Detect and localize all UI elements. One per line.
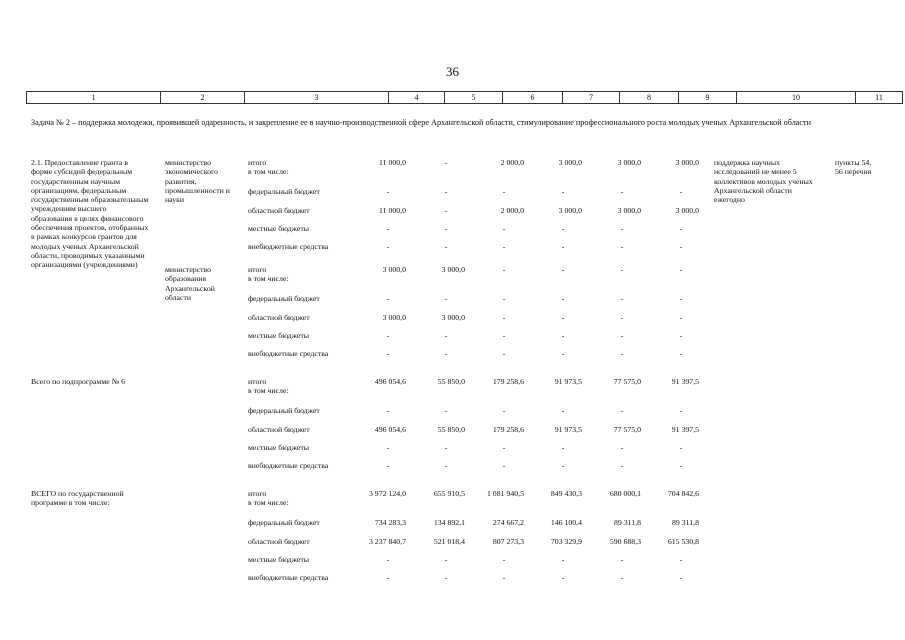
value-cell: - bbox=[502, 265, 506, 274]
value-cell: - bbox=[386, 224, 390, 233]
value-cell: - bbox=[620, 242, 624, 251]
value-cell: - bbox=[444, 206, 448, 215]
value-cell: 11 000,0 bbox=[379, 158, 406, 167]
source-label-local: местные бюджеты bbox=[248, 224, 310, 233]
value-cell: - bbox=[444, 461, 448, 470]
value-cell: 496 054,6 bbox=[374, 425, 406, 434]
value-cell: - bbox=[679, 294, 683, 303]
value-cell: - bbox=[620, 555, 624, 564]
executor-education-ministry: министерство образования Архангельской области bbox=[165, 265, 215, 302]
value-cell: 680 000,1 bbox=[609, 489, 641, 498]
subprogram-total-label: Всего по подпрограмме № 6 bbox=[31, 377, 125, 386]
value-cell: 2 000,0 bbox=[500, 158, 524, 167]
value-cell: - bbox=[502, 331, 506, 340]
value-cell: - bbox=[386, 555, 390, 564]
source-label-incl: в том числе: bbox=[248, 498, 289, 507]
value-cell: - bbox=[502, 443, 506, 452]
value-cell: 3 000,0 bbox=[382, 313, 406, 322]
source-label-regional: областной бюджет bbox=[248, 206, 310, 215]
source-label-extra: внебюджетные средства bbox=[248, 349, 329, 358]
value-cell: 3 000,0 bbox=[441, 313, 465, 322]
source-label-regional: областной бюджет bbox=[248, 425, 310, 434]
value-cell: - bbox=[561, 224, 565, 233]
value-cell: 704 842,6 bbox=[667, 489, 699, 498]
value-cell: 849 430,3 bbox=[550, 489, 582, 498]
source-label-total: итого bbox=[248, 265, 267, 274]
page-number: 36 bbox=[446, 64, 459, 79]
value-cell: - bbox=[444, 224, 448, 233]
value-cell: - bbox=[444, 349, 448, 358]
source-label-local: местные бюджеты bbox=[248, 555, 310, 564]
value-cell: - bbox=[679, 349, 683, 358]
source-label-federal: федеральный бюджет bbox=[248, 294, 320, 303]
value-cell: 55 850,0 bbox=[437, 425, 465, 434]
value-cell: - bbox=[561, 406, 565, 415]
value-cell: - bbox=[679, 187, 683, 196]
value-cell: - bbox=[386, 573, 390, 582]
value-cell: - bbox=[386, 294, 390, 303]
activity-title: 2.1. Предоставление гранта в форме субсидий федеральным государственным научным организациям, федеральным государственным образовательным учреждениям высшего образования в целях финансового обеспечения проектов, отобранных в рамках конкурсов грантов для молодых ученых Архангельской области, проводимых указанными организациями (учреждениями) bbox=[31, 158, 149, 270]
value-cell: - bbox=[444, 443, 448, 452]
value-cell: 734 283,3 bbox=[374, 518, 406, 527]
value-cell: - bbox=[502, 313, 506, 322]
value-cell: - bbox=[386, 349, 390, 358]
value-cell: 77 575,0 bbox=[613, 377, 641, 386]
program-total-label: ВСЕГО по государственной программе в том числе: bbox=[31, 489, 124, 508]
source-label-local: местные бюджеты bbox=[248, 331, 310, 340]
value-cell: - bbox=[620, 573, 624, 582]
value-cell: 703 329,9 bbox=[550, 537, 582, 546]
value-cell: - bbox=[620, 187, 624, 196]
value-cell: - bbox=[502, 349, 506, 358]
col-header-8: 8 bbox=[620, 92, 679, 104]
source-label-extra: внебюджетные средства bbox=[248, 573, 329, 582]
value-cell: - bbox=[386, 242, 390, 251]
value-cell: 807 273,3 bbox=[492, 537, 524, 546]
value-cell: - bbox=[679, 406, 683, 415]
value-cell: - bbox=[444, 158, 448, 167]
value-cell: 3 972 124,0 bbox=[368, 489, 406, 498]
value-cell: - bbox=[502, 224, 506, 233]
value-cell: - bbox=[444, 406, 448, 415]
value-cell: 3 000,0 bbox=[441, 265, 465, 274]
value-cell: - bbox=[444, 331, 448, 340]
value-cell: - bbox=[502, 406, 506, 415]
value-cell: - bbox=[679, 461, 683, 470]
value-cell: - bbox=[679, 242, 683, 251]
value-cell: - bbox=[679, 555, 683, 564]
value-cell: - bbox=[502, 242, 506, 251]
value-cell: - bbox=[561, 461, 565, 470]
value-cell: - bbox=[561, 294, 565, 303]
col-header-1: 1 bbox=[27, 92, 161, 104]
value-cell: 91 973,5 bbox=[554, 425, 582, 434]
source-label-federal: федеральный бюджет bbox=[248, 518, 320, 527]
value-cell: 655 910,5 bbox=[433, 489, 465, 498]
value-cell: - bbox=[444, 294, 448, 303]
value-cell: - bbox=[561, 555, 565, 564]
value-cell: - bbox=[561, 443, 565, 452]
value-cell: 274 667,2 bbox=[492, 518, 524, 527]
value-cell: - bbox=[386, 331, 390, 340]
value-cell: 77 575,0 bbox=[613, 425, 641, 434]
value-cell: - bbox=[561, 265, 565, 274]
value-cell: - bbox=[444, 573, 448, 582]
value-cell: - bbox=[679, 443, 683, 452]
value-cell: - bbox=[502, 187, 506, 196]
value-cell: 3 000,0 bbox=[558, 206, 582, 215]
value-cell: - bbox=[444, 555, 448, 564]
value-cell: 496 054,6 bbox=[374, 377, 406, 386]
value-cell: 3 000,0 bbox=[382, 265, 406, 274]
value-cell: - bbox=[620, 349, 624, 358]
value-cell: - bbox=[502, 461, 506, 470]
value-cell: - bbox=[502, 555, 506, 564]
expected-result: поддержка научных исследований не менее 5 коллективов молодых ученых Архангельской области ежегодно bbox=[714, 158, 813, 205]
executor-economic-ministry: министерство экономического развития, промышленности и науки bbox=[165, 158, 230, 205]
value-cell: - bbox=[620, 406, 624, 415]
reference-items: пункты 54, 56 перечня bbox=[835, 158, 872, 177]
value-cell: - bbox=[502, 294, 506, 303]
value-cell: 179 258,6 bbox=[492, 425, 524, 434]
source-label-federal: федеральный бюджет bbox=[248, 187, 320, 196]
value-cell: - bbox=[679, 331, 683, 340]
source-label-regional: областной бюджет bbox=[248, 313, 310, 322]
source-label-incl: в том числе: bbox=[248, 274, 289, 283]
value-cell: - bbox=[620, 443, 624, 452]
value-cell: 521 018,4 bbox=[433, 537, 465, 546]
source-label-extra: внебюджетные средства bbox=[248, 242, 329, 251]
task-heading: Задача № 2 – поддержка молодежи, проявившей одаренность, и закрепление ее в научно-производственной сфере Архангельской области, стимулирование профессионального роста молодых ученых Архангельской области bbox=[31, 118, 812, 127]
value-cell: 3 237 840,7 bbox=[368, 537, 406, 546]
value-cell: 134 892,1 bbox=[433, 518, 465, 527]
value-cell: - bbox=[679, 224, 683, 233]
value-cell: 179 258,6 bbox=[492, 377, 524, 386]
source-label-total: итого bbox=[248, 489, 267, 498]
source-label-local: местные бюджеты bbox=[248, 443, 310, 452]
source-label-regional: областной бюджет bbox=[248, 537, 310, 546]
value-cell: 3 000,0 bbox=[617, 158, 641, 167]
source-label-incl: в том числе: bbox=[248, 386, 289, 395]
value-cell: 91 397,5 bbox=[671, 425, 699, 434]
col-header-5: 5 bbox=[445, 92, 503, 104]
value-cell: - bbox=[561, 573, 565, 582]
value-cell: 55 850,0 bbox=[437, 377, 465, 386]
source-label-incl: в том числе: bbox=[248, 167, 289, 176]
value-cell: - bbox=[561, 349, 565, 358]
source-label-total: итого bbox=[248, 158, 267, 167]
value-cell: - bbox=[561, 242, 565, 251]
col-header-3: 3 bbox=[245, 92, 389, 104]
col-header-7: 7 bbox=[563, 92, 620, 104]
value-cell: - bbox=[620, 294, 624, 303]
col-header-10: 10 bbox=[737, 92, 856, 104]
value-cell: - bbox=[620, 313, 624, 322]
col-header-2: 2 bbox=[161, 92, 245, 104]
value-cell: 146 100,4 bbox=[550, 518, 582, 527]
value-cell: - bbox=[386, 443, 390, 452]
source-label-total: итого bbox=[248, 377, 267, 386]
value-cell: 91 973,5 bbox=[554, 377, 582, 386]
value-cell: 11 000,0 bbox=[379, 206, 406, 215]
value-cell: - bbox=[561, 313, 565, 322]
value-cell: 2 000,0 bbox=[500, 206, 524, 215]
col-header-4: 4 bbox=[389, 92, 445, 104]
value-cell: - bbox=[386, 187, 390, 196]
value-cell: 89 311,8 bbox=[672, 518, 699, 527]
value-cell: - bbox=[502, 573, 506, 582]
value-cell: 89 311,8 bbox=[614, 518, 641, 527]
value-cell: 3 000,0 bbox=[675, 158, 699, 167]
value-cell: - bbox=[386, 406, 390, 415]
value-cell: 3 000,0 bbox=[617, 206, 641, 215]
col-header-9: 9 bbox=[679, 92, 737, 104]
value-cell: - bbox=[679, 265, 683, 274]
value-cell: - bbox=[444, 187, 448, 196]
value-cell: 91 397,5 bbox=[671, 377, 699, 386]
value-cell: - bbox=[679, 313, 683, 322]
col-header-11: 11 bbox=[856, 92, 903, 104]
col-header-6: 6 bbox=[503, 92, 563, 104]
value-cell: - bbox=[444, 242, 448, 251]
value-cell: - bbox=[620, 224, 624, 233]
value-cell: - bbox=[620, 265, 624, 274]
value-cell: - bbox=[620, 331, 624, 340]
value-cell: 3 000,0 bbox=[675, 206, 699, 215]
value-cell: - bbox=[561, 331, 565, 340]
column-number-header bbox=[26, 91, 903, 104]
source-label-federal: федеральный бюджет bbox=[248, 406, 320, 415]
value-cell: 590 688,3 bbox=[609, 537, 641, 546]
value-cell: - bbox=[561, 187, 565, 196]
value-cell: - bbox=[679, 573, 683, 582]
value-cell: 615 530,8 bbox=[667, 537, 699, 546]
value-cell: 3 000,0 bbox=[558, 158, 582, 167]
value-cell: 1 081 940,5 bbox=[486, 489, 524, 498]
value-cell: - bbox=[386, 461, 390, 470]
source-label-extra: внебюджетные средства bbox=[248, 461, 329, 470]
value-cell: - bbox=[620, 461, 624, 470]
